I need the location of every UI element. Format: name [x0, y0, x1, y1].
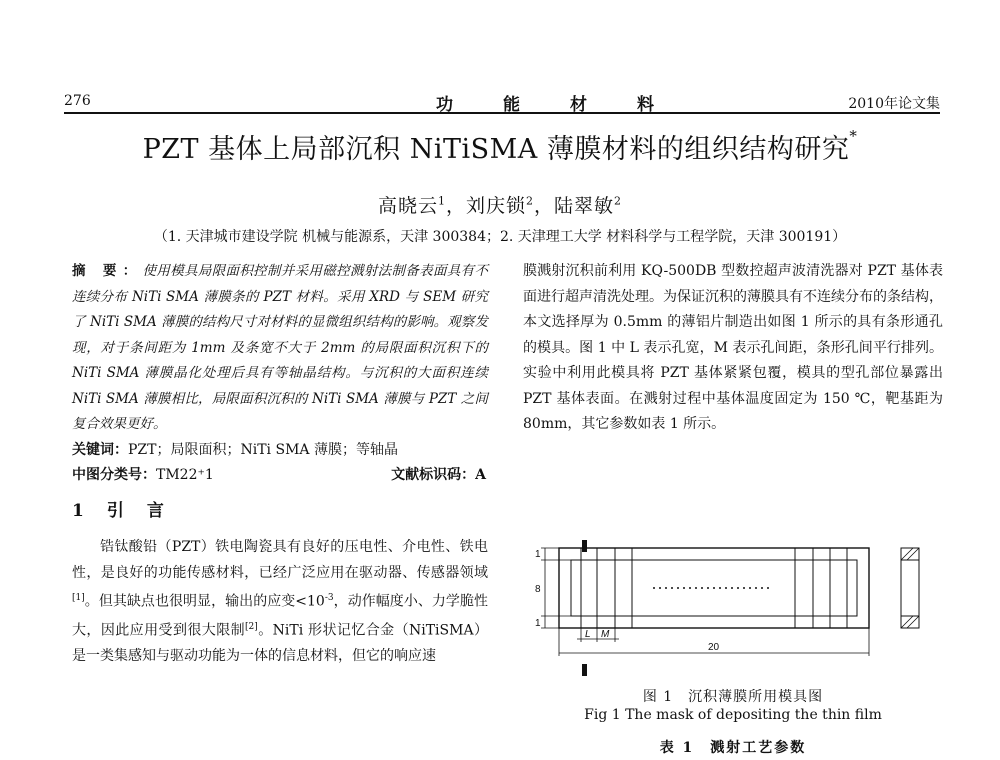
keywords-label: 关键词：: [72, 441, 128, 458]
side-view-top: [901, 548, 919, 560]
slot-width-label: L: [585, 629, 591, 640]
affiliation-mark: 1: [437, 194, 446, 208]
abstract: [72, 259, 488, 438]
intro-text: 。但其缺点也很明显，输出的应变<10: [84, 593, 325, 610]
issue-label: 2010年论文集: [848, 96, 940, 112]
page-number: 276: [64, 93, 91, 109]
height-label: 8: [535, 584, 541, 595]
hatch-line: [907, 548, 919, 560]
intro-text: 。NiTi 形状记忆合金（NiTiSMA）是一类集感知与驱动功能为一体的信息材料，但它的响应速: [72, 622, 488, 665]
affiliations: （1. 天津城市建设学院 机械与能源系，天津 300384；2. 天津理工大学 材料科学与工程学院，天津 300191）: [153, 229, 847, 245]
clc-label: 中图分类号：: [72, 467, 156, 483]
author-separator: ，: [534, 195, 555, 217]
table-caption: 表 1 溅射工艺参数: [659, 740, 807, 756]
author-separator: ，: [445, 195, 466, 217]
author-name: 陆翠敏: [554, 195, 615, 217]
clc-code: [72, 463, 214, 489]
clc-value: TM22⁺1: [156, 467, 214, 483]
figure-caption-cn: 图 1 沉积薄膜所用模具图: [642, 689, 824, 705]
author-list: [0, 191, 1000, 218]
section-heading: 1 引 言: [72, 500, 167, 521]
doc-code-label: 文献标识码：: [391, 467, 476, 483]
intro-text: 锆钛酸铅（PZT）铁电陶瓷具有良好的压电性、介电性、铁电性，是良好的功能传感材料，已经广泛应用在驱动器、传感器领域: [72, 539, 488, 581]
paper-title-text: PZT 基体上局部沉积 NiTiSMA 薄膜材料的组织结构研究: [142, 134, 850, 165]
affiliation-mark: 2: [526, 194, 534, 208]
figure-1: [533, 540, 933, 678]
title-footnote-mark: *: [849, 127, 858, 145]
affiliation-mark: 2: [614, 194, 623, 208]
top-gap-label: 1: [535, 549, 541, 560]
keywords: [72, 438, 488, 464]
bottom-gap-label: 1: [535, 618, 541, 629]
intro-text: ，动作幅度小、力学脆性大，因此应用受到很大限制: [72, 593, 489, 639]
document-code: [391, 463, 486, 489]
classification-row: [72, 463, 488, 489]
exponent: -3: [324, 593, 334, 603]
right-column: [523, 259, 943, 438]
intro-paragraph: [72, 535, 488, 670]
citation: [1]: [72, 593, 85, 603]
left-column: [72, 259, 488, 670]
hatch-line: [907, 616, 919, 628]
paper-title: [30, 127, 970, 166]
author-name: 刘庆锁: [465, 195, 526, 217]
running-header: [64, 90, 940, 115]
header-rule: [64, 112, 940, 114]
hatch-line: [901, 548, 913, 560]
body-paragraph: 膜溅射沉积前利用 KQ-500DB 型数控超声波清洗器对 PZT 基体表面进行超声清洗处理。为保证沉积的薄膜具有不连续分布的条结构，本文选择厚为 0.5mm 的薄铝片制造出如图 1 所示的具有条形通孔的模具。图 1 中 L 表示孔宽，M 表示孔间距，条形孔间平行排列。实验中利用此模具将 PZT 基体紧紧包覆，模具的型孔部位暴露出 PZT 基体表面。在溅射过程中基体温度固定为 150 ℃，靶基距为 80mm，其它参数如表 1 所示。: [523, 263, 943, 432]
mask-diagram: [533, 540, 933, 678]
side-view-body: [901, 560, 919, 616]
abstract-label: 摘 要：: [72, 263, 143, 279]
slot-gap-label: M: [601, 629, 610, 640]
citation: [2]: [245, 622, 258, 633]
section-marker: [582, 540, 587, 552]
keywords-text: PZT；局限面积；NiTi SMA 薄膜；等轴晶: [128, 441, 398, 458]
abstract-text: 使用模具局限面积控制并采用磁控溅射法制备表面具有不连续分布 NiTi SMA 薄膜条的 PZT 材料。采用 XRD 与 SEM 研究了 NiTi SMA 薄膜的结构尺寸对材料的显微组织结构的影响。观察发现，对于条间距为 1mm 及条宽不大于 2mm 的局限面积沉积下的 NiTi SMA 薄膜晶化处理后具有等轴晶结构。与沉积的大面积连续 NiTi SMA 薄膜相比，局限面积沉积的 NiTi SMA 薄膜与 PZT 之间复合效果更好。: [72, 263, 488, 432]
section-marker: [582, 664, 587, 676]
author-name: 高晓云: [377, 195, 438, 217]
doc-code-value: A: [475, 467, 486, 483]
width-label: 20: [708, 642, 720, 653]
side-view-bottom: [901, 616, 919, 628]
journal-name: 功能材料: [436, 95, 704, 115]
hatch-line: [901, 616, 913, 628]
figure-caption-en: Fig 1 The mask of depositing the thin film: [584, 707, 882, 723]
